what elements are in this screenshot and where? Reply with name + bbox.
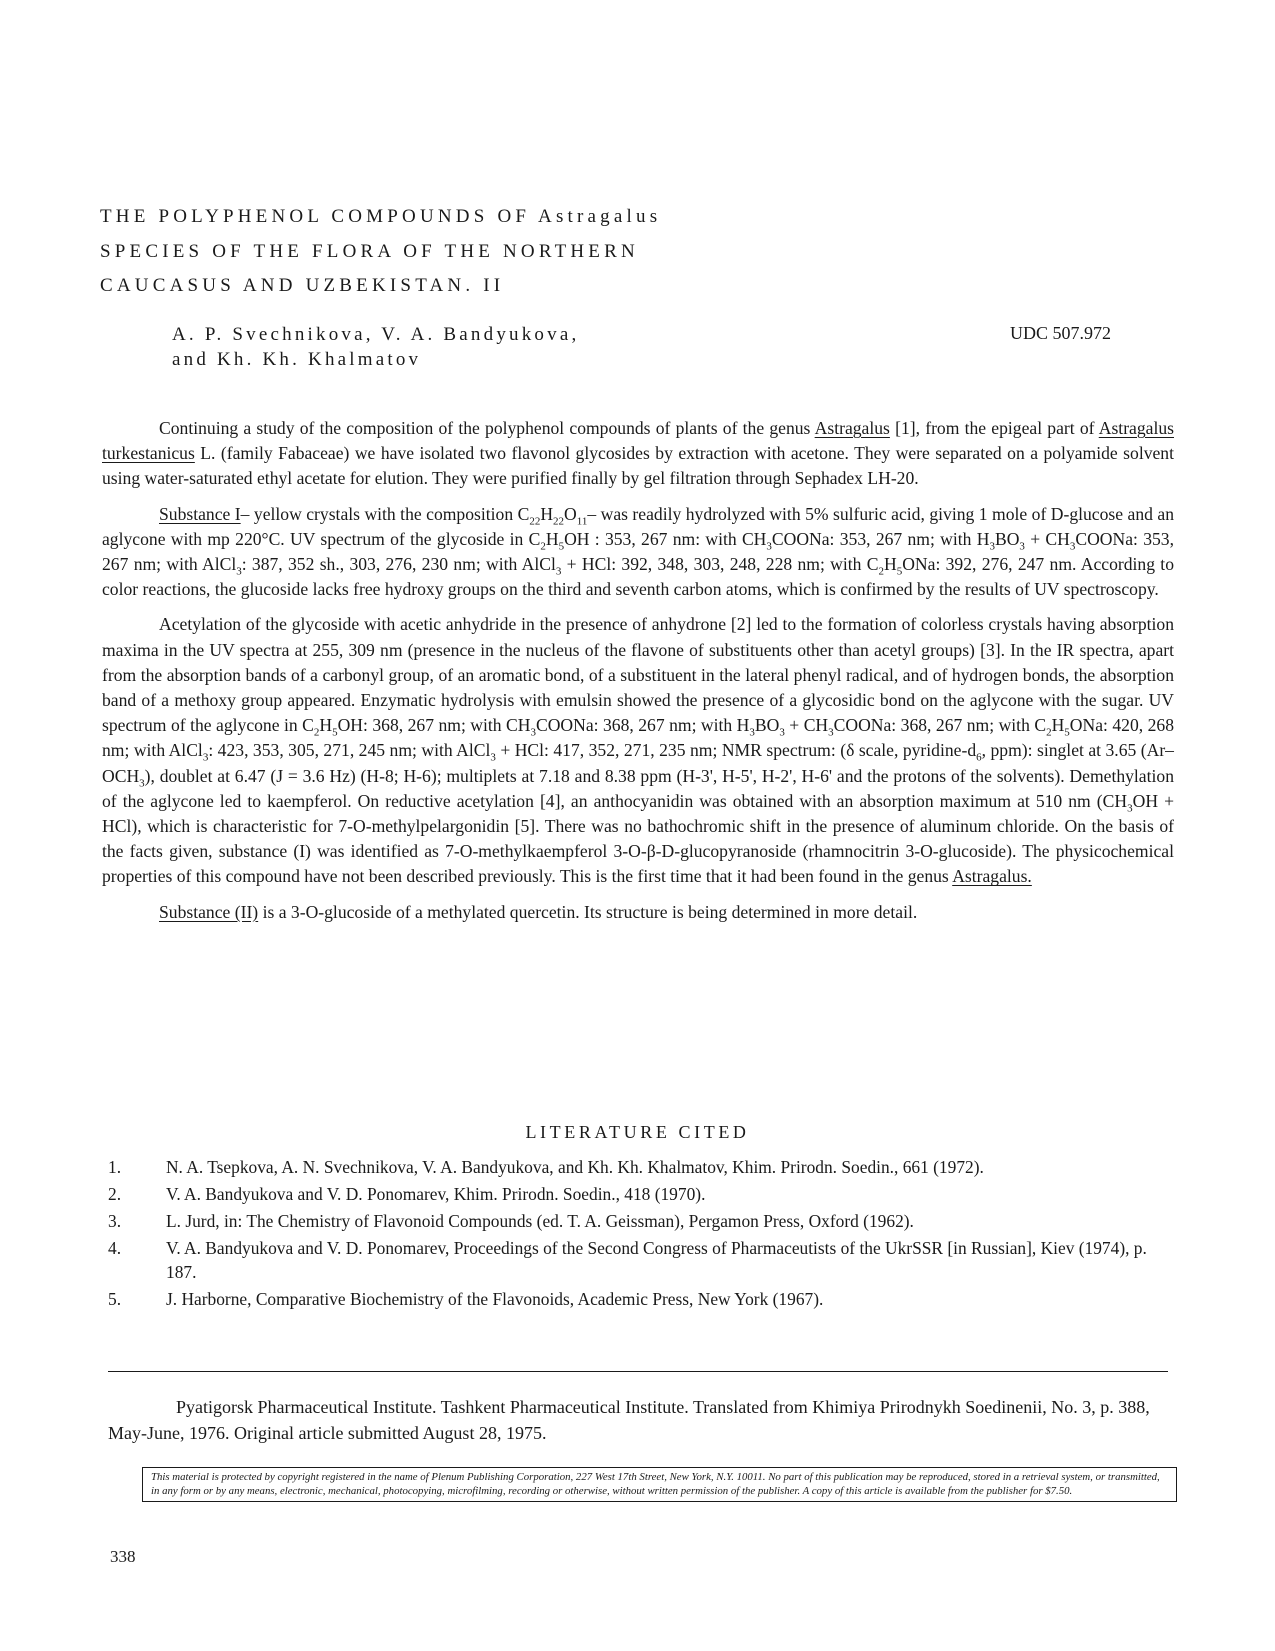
text-run: + CH xyxy=(784,715,829,736)
text-run: COONa: 368, 267 nm; with C xyxy=(833,715,1047,736)
text-run: [1], from the epigeal part of xyxy=(889,418,1099,438)
text-run: – yellow crystals with the composition C xyxy=(240,503,530,524)
author-line-1: A. P. Svechnikova, V. A. Bandyukova, xyxy=(172,324,580,345)
text-run: ), doublet at 6.47 (J = 3.6 Hz) (H-8; H-6); multiplets at 7.18 and 8.38 ppm (H-3', H-5', H-2', H-6' and the protons of the solvents). Demethylation of the aglycone led to kaempferol. On reductive acetylation [4], an anthocyanidin was obtained with an absorption maximum at 510 nm (CH xyxy=(102,765,1174,811)
text-run: OH + HCl), which is characteristic for 7-O-methylpelargonidin [5]. There was no bathochromic shift in the presence of aluminum chloride. On the basis of the facts given, substance (I) was identified as 7-O-methylkaempferol 3-O-β-D-glucopyranoside (rhamnocitrin 3-O-glucoside). The physicochemical properties of this compound have not been described previously. This is the first time that it had been found in the genus xyxy=(102,790,1174,887)
substance-label: Substance I xyxy=(159,503,241,524)
reference-item xyxy=(108,1287,1170,1311)
text-run: – was readily hydrolyzed with 5% sulfuric acid, giving 1 mole of D-glucose and an aglycone with mp 220°C. UV spectrum of the glycoside in C xyxy=(102,503,1174,549)
genus-name: Astragalus xyxy=(814,418,890,438)
subscript: 2 xyxy=(878,565,884,578)
subscript: 6 xyxy=(976,751,982,764)
text-run: O xyxy=(564,503,577,524)
text-run: BO xyxy=(994,528,1020,549)
text-run: + HCl: 392, 348, 303, 248, 228 nm; with C xyxy=(561,554,879,575)
subscript: 5 xyxy=(332,726,338,739)
subscript: 11 xyxy=(576,515,588,528)
text-run: OH: 368, 267 nm; with CH xyxy=(337,715,531,736)
subscript: 3 xyxy=(530,726,536,739)
subscript: 2 xyxy=(540,540,546,553)
species-name: turkestanicus xyxy=(102,443,195,464)
reference-number: 3. xyxy=(108,1211,122,1231)
text-run: L. (family Fabaceae) we have isolated two flavonol glycosides by extraction with acetone. They were separated on a polyamide solvent using water-saturated ethyl acetate for elution. They were purified finally by gel filtration through Sephadex LH-20. xyxy=(102,443,1174,489)
title-line-3: CAUCASUS AND UZBEKISTAN. II xyxy=(100,275,505,296)
affiliation-note xyxy=(108,1394,1170,1446)
text-run: is a 3-O-glucoside of a methylated quercetin. Its structure is being determined in more detail. xyxy=(258,901,918,922)
paragraph-acetylation xyxy=(102,612,1174,889)
reference-item xyxy=(108,1155,1170,1179)
copyright-notice: This material is protected by copyright registered in the name of Plenum Publishing Corporation, 227 West 17th Street, New York, N.Y. 10011. No part of this publication may be reproduced, stored in a retrieval system, or transmitted, in any form or by any means, electronic, mechanical, photocopying, microfilming, recording or otherwise, without written permission of the publisher. A copy of this article is available from the publisher for $7.50. xyxy=(142,1467,1177,1502)
genus-name: Astragalus. xyxy=(952,866,1032,887)
subscript: 3 xyxy=(828,726,834,739)
subscript: 2 xyxy=(1046,726,1052,739)
subscript: 3 xyxy=(779,726,785,739)
reference-item xyxy=(108,1209,1170,1233)
subscript: 2 xyxy=(313,726,320,739)
text-run: + HCl: 417, 352, 271, 235 nm; NMR spectrum: (δ scale, pyridine-d xyxy=(495,740,977,761)
reference-list xyxy=(108,1155,1170,1314)
subscript: 3 xyxy=(555,565,562,578)
subscript: 3 xyxy=(490,751,496,764)
text-run: COONa: 353, 267 nm; with H xyxy=(771,528,990,549)
text-run: H xyxy=(884,554,897,575)
reference-number: 4. xyxy=(108,1238,122,1258)
subscript: 5 xyxy=(558,540,565,553)
substance-label: Substance (II) xyxy=(159,901,259,922)
literature-heading: LITERATURE CITED xyxy=(525,1122,750,1142)
reference-text: N. A. Tsepkova, A. N. Svechnikova, V. A. Bandyukova, and Kh. Kh. Khalmatov, Khim. Prirodn. Soedin., 661 (1972). xyxy=(166,1157,984,1177)
article-title xyxy=(100,200,860,304)
subscript: 5 xyxy=(896,565,903,578)
reference-number: 1. xyxy=(108,1157,122,1177)
text-run: ONa: 392, 276, 247 nm. According to color reactions, the glucoside lacks free hydroxy groups on the third and seventh carbon atoms, which is confirmed by the results of UV spectroscopy. xyxy=(102,554,1174,600)
text-run: + CH xyxy=(1024,528,1070,549)
text-run: COONa: 368, 267 nm; with H xyxy=(535,715,750,736)
subscript: 3 xyxy=(1019,540,1025,553)
subscript: 3 xyxy=(236,565,242,578)
paragraph-substance-two xyxy=(102,900,1174,925)
reference-text: V. A. Bandyukova and V. D. Ponomarev, Proceedings of the Second Congress of Pharmaceutists of the UkrSSR [in Russian], Kiev (1974), p. 187. xyxy=(166,1238,1147,1282)
text-run: H xyxy=(319,715,333,736)
text-run: Acetylation of the glycoside with acetic anhydride in the presence of anhydrone [2] led to the formation of colorless crystals having absorption maxima in the UV spectra at 255, 309 nm (presence in the nucleus of the flavone of substituents other than acetyl groups) [3]. In the IR spectra, apart from the absorption bands of a carbonyl group, of an aromatic bond, of a substituent in the lateral phenyl radical, and of hydrogen bonds, the absorption band of a methoxy group appeared. Enzymatic hydrolysis with emulsin showed the presence of a glycosidic bond on the aglycone with the sugar. UV spectrum of the aglycone in C xyxy=(102,614,1174,736)
subscript: 3 xyxy=(989,540,995,553)
text-run: , ppm): singlet at 3.65 (Ar–OCH xyxy=(102,740,1174,786)
subscript: 3 xyxy=(1127,802,1133,815)
text-run: COONa: 353, 267 nm; with AlCl xyxy=(102,528,1174,575)
page-number: 338 xyxy=(110,1547,136,1566)
reference-text: V. A. Bandyukova and V. D. Ponomarev, Khim. Prirodn. Soedin., 418 (1970). xyxy=(166,1184,706,1204)
subscript: 5 xyxy=(1064,726,1070,739)
reference-item xyxy=(108,1182,1170,1206)
reference-text: L. Jurd, in: The Chemistry of Flavonoid Compounds (ed. T. A. Geissman), Pergamon Press, Oxford (1962). xyxy=(166,1211,914,1231)
text-run: BO xyxy=(754,715,780,736)
affiliation-text: Pyatigorsk Pharmaceutical Institute. Tashkent Pharmaceutical Institute. Translated from Khimiya Prirodnykh Soedinenii, No. 3, p. 388, May-June, 1976. Original article submitted August 28, 1975. xyxy=(108,1397,1150,1443)
subscript: 3 xyxy=(202,751,209,764)
subscript: 3 xyxy=(139,777,145,790)
text-run: H xyxy=(545,528,559,549)
text-run: Continuing a study of the composition of the polyphenol compounds of plants of the genus xyxy=(159,418,815,438)
author-list xyxy=(172,322,872,372)
reference-text: J. Harborne, Comparative Biochemistry of the Flavonoids, Academic Press, New York (1967). xyxy=(166,1289,824,1309)
title-line-1: THE POLYPHENOL COMPOUNDS OF Astragalus xyxy=(100,206,662,227)
text-run: H xyxy=(540,503,554,524)
reference-number: 5. xyxy=(108,1289,122,1309)
text-run: H xyxy=(1051,715,1065,736)
footer-divider xyxy=(108,1371,1168,1372)
paragraph-substance-one xyxy=(102,502,1174,603)
subscript: 3 xyxy=(1069,540,1076,553)
udc-code: UDC 507.972 xyxy=(1010,323,1112,343)
text-run: : 423, 353, 305, 271, 245 nm; with AlCl xyxy=(208,740,491,761)
article-body xyxy=(102,416,1174,925)
text-run: ONa: 420, 268 nm; with AlCl xyxy=(102,715,1175,761)
author-line-2: and Kh. Kh. Khalmatov xyxy=(172,349,422,370)
subscript: 22 xyxy=(529,515,541,528)
title-line-2: SPECIES OF THE FLORA OF THE NORTHERN xyxy=(100,240,639,262)
text-run: OH : 353, 267 nm: with CH xyxy=(564,528,767,549)
genus-name: Astragalus xyxy=(1098,418,1174,438)
paragraph-intro xyxy=(102,416,1174,492)
reference-item xyxy=(108,1236,1170,1284)
text-run: : 387, 352 sh., 303, 276, 230 nm; with AlCl xyxy=(241,554,556,575)
subscript: 3 xyxy=(749,726,755,739)
reference-number: 2. xyxy=(108,1184,122,1204)
subscript: 22 xyxy=(553,515,565,528)
subscript: 3 xyxy=(766,540,772,553)
